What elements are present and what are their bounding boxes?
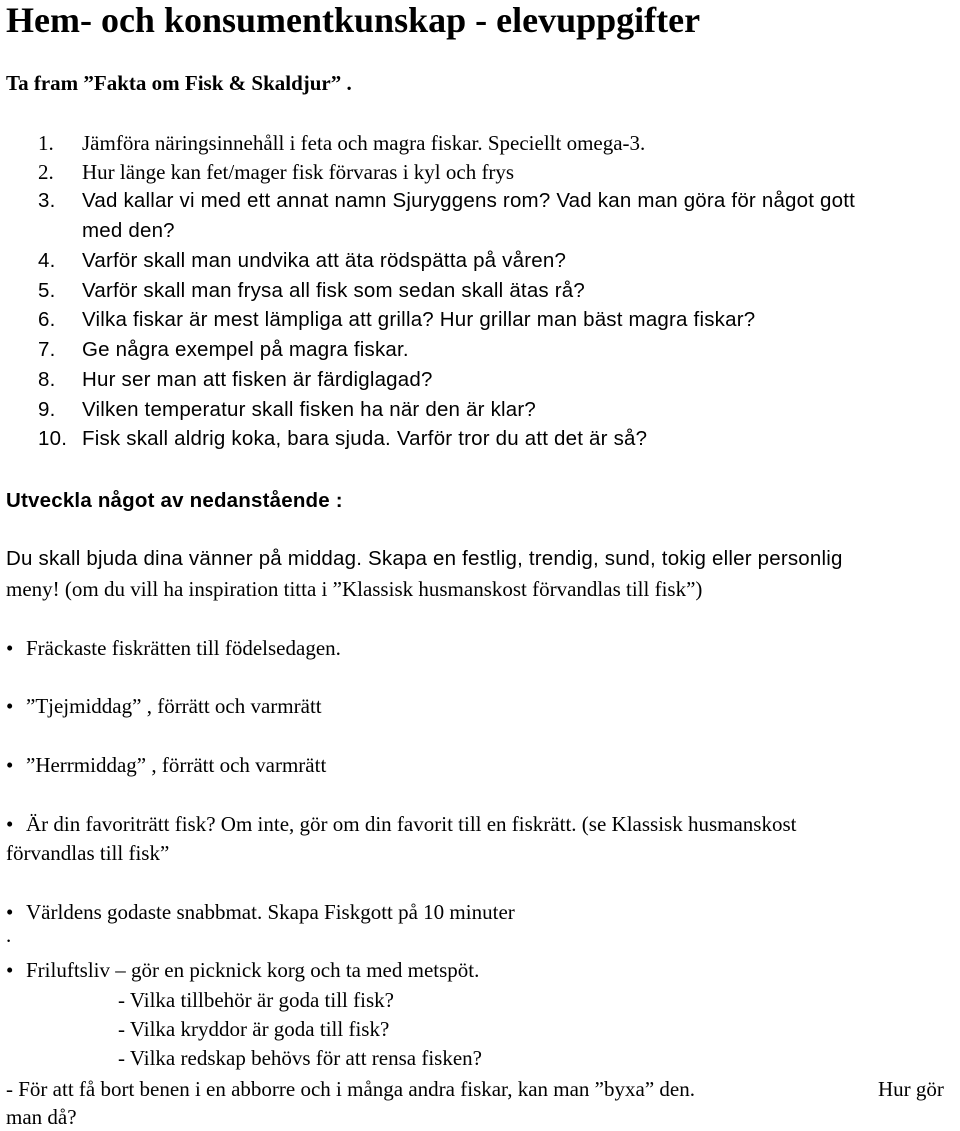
question-number: 3. bbox=[38, 189, 56, 212]
bullet-text: Friluftsliv – gör en picknick korg och ta med metspöt. bbox=[26, 958, 480, 982]
question-number: 6. bbox=[38, 308, 56, 331]
bullet-item bbox=[6, 634, 341, 662]
picnic-subitem: - Vilka redskap behövs för att rensa fisken? bbox=[118, 1046, 482, 1070]
question-item bbox=[38, 187, 855, 215]
question-continuation: med den? bbox=[82, 219, 175, 242]
final-question-line: man då? bbox=[6, 1105, 77, 1129]
question-item bbox=[38, 158, 514, 186]
intro-instruction: Ta fram ”Fakta om Fisk & Skaldjur” . bbox=[6, 71, 352, 95]
question-item bbox=[38, 336, 409, 364]
question-number: 5. bbox=[38, 279, 56, 302]
question-text: Varför skall man undvika att äta rödspätta på våren? bbox=[82, 249, 567, 272]
bullet-item bbox=[6, 810, 796, 838]
party-paragraph-line: meny! (om du vill ha inspiration titta i ”Klassisk husmanskost förvandlas till fisk”) bbox=[6, 577, 703, 601]
bullet-icon: • bbox=[6, 753, 14, 777]
bullet-item bbox=[6, 898, 515, 926]
bullet-item bbox=[6, 751, 326, 779]
question-item bbox=[38, 247, 566, 275]
party-paragraph-line: Du skall bjuda dina vänner på middag. Skapa en festlig, trendig, sund, tokig eller personlig bbox=[6, 547, 843, 570]
question-number: 8. bbox=[38, 368, 56, 391]
bullet-continuation: förvandlas till fisk” bbox=[6, 841, 170, 865]
section-heading: Utveckla något av nedanstående : bbox=[6, 489, 343, 512]
bullet-continuation: . bbox=[6, 923, 12, 947]
final-question-line: - För att få bort benen i en abborre och i många andra fiskar, kan man ”byxa” den. bbox=[6, 1077, 695, 1101]
bullet-icon: • bbox=[6, 636, 14, 660]
bullet-item bbox=[6, 956, 479, 984]
bullet-item bbox=[6, 692, 322, 720]
bullet-icon: • bbox=[6, 900, 14, 924]
bullet-text: Världens godaste snabbmat. Skapa Fiskgott på 10 minuter bbox=[26, 900, 515, 924]
question-number: 9. bbox=[38, 398, 56, 421]
question-item bbox=[38, 425, 647, 453]
question-item bbox=[38, 306, 755, 334]
question-text: Vilka fiskar är mest lämpliga att grilla? Hur grillar man bäst magra fiskar? bbox=[82, 308, 756, 331]
question-item bbox=[38, 129, 645, 157]
bullet-icon: • bbox=[6, 694, 14, 718]
question-text: Hur länge kan fet/mager fisk förvaras i kyl och frys bbox=[82, 160, 515, 184]
question-number: 1. bbox=[38, 131, 54, 155]
question-number: 10. bbox=[38, 427, 68, 450]
question-text: Fisk skall aldrig koka, bara sjuda. Varför tror du att det är så? bbox=[82, 427, 648, 450]
bullet-icon: • bbox=[6, 812, 14, 836]
question-text: Jämföra näringsinnehåll i feta och magra fiskar. Speciellt omega-3. bbox=[82, 131, 646, 155]
page-title: Hem- och konsumentkunskap - elevuppgifter bbox=[6, 0, 701, 40]
question-number: 4. bbox=[38, 249, 56, 272]
question-text: Vad kallar vi med ett annat namn Sjuryggens rom? Vad kan man göra för något gott bbox=[82, 189, 856, 212]
question-text: Ge några exempel på magra fiskar. bbox=[82, 338, 409, 361]
question-item bbox=[38, 396, 536, 424]
bullet-text: Fräckaste fiskrätten till födelsedagen. bbox=[26, 636, 341, 660]
bullet-text: ”Herrmiddag” , förrätt och varmrätt bbox=[26, 753, 327, 777]
question-text: Hur ser man att fisken är färdiglagad? bbox=[82, 368, 433, 391]
picnic-subitem: - Vilka kryddor är goda till fisk? bbox=[118, 1017, 390, 1041]
picnic-subitem: - Vilka tillbehör är goda till fisk? bbox=[118, 988, 394, 1012]
question-item bbox=[38, 277, 585, 305]
final-question-tail: Hur gör bbox=[878, 1077, 944, 1101]
question-text: Vilken temperatur skall fisken ha när den är klar? bbox=[82, 398, 537, 421]
bullet-text: Är din favoriträtt fisk? Om inte, gör om din favorit till en fiskrätt. (se Klassisk husmanskost bbox=[26, 812, 797, 836]
question-number: 7. bbox=[38, 338, 56, 361]
question-item bbox=[38, 366, 433, 394]
question-text: Varför skall man frysa all fisk som sedan skall ätas rå? bbox=[82, 279, 585, 302]
bullet-icon: • bbox=[6, 958, 14, 982]
question-number: 2. bbox=[38, 160, 54, 184]
bullet-text: ”Tjejmiddag” , förrätt och varmrätt bbox=[26, 694, 322, 718]
